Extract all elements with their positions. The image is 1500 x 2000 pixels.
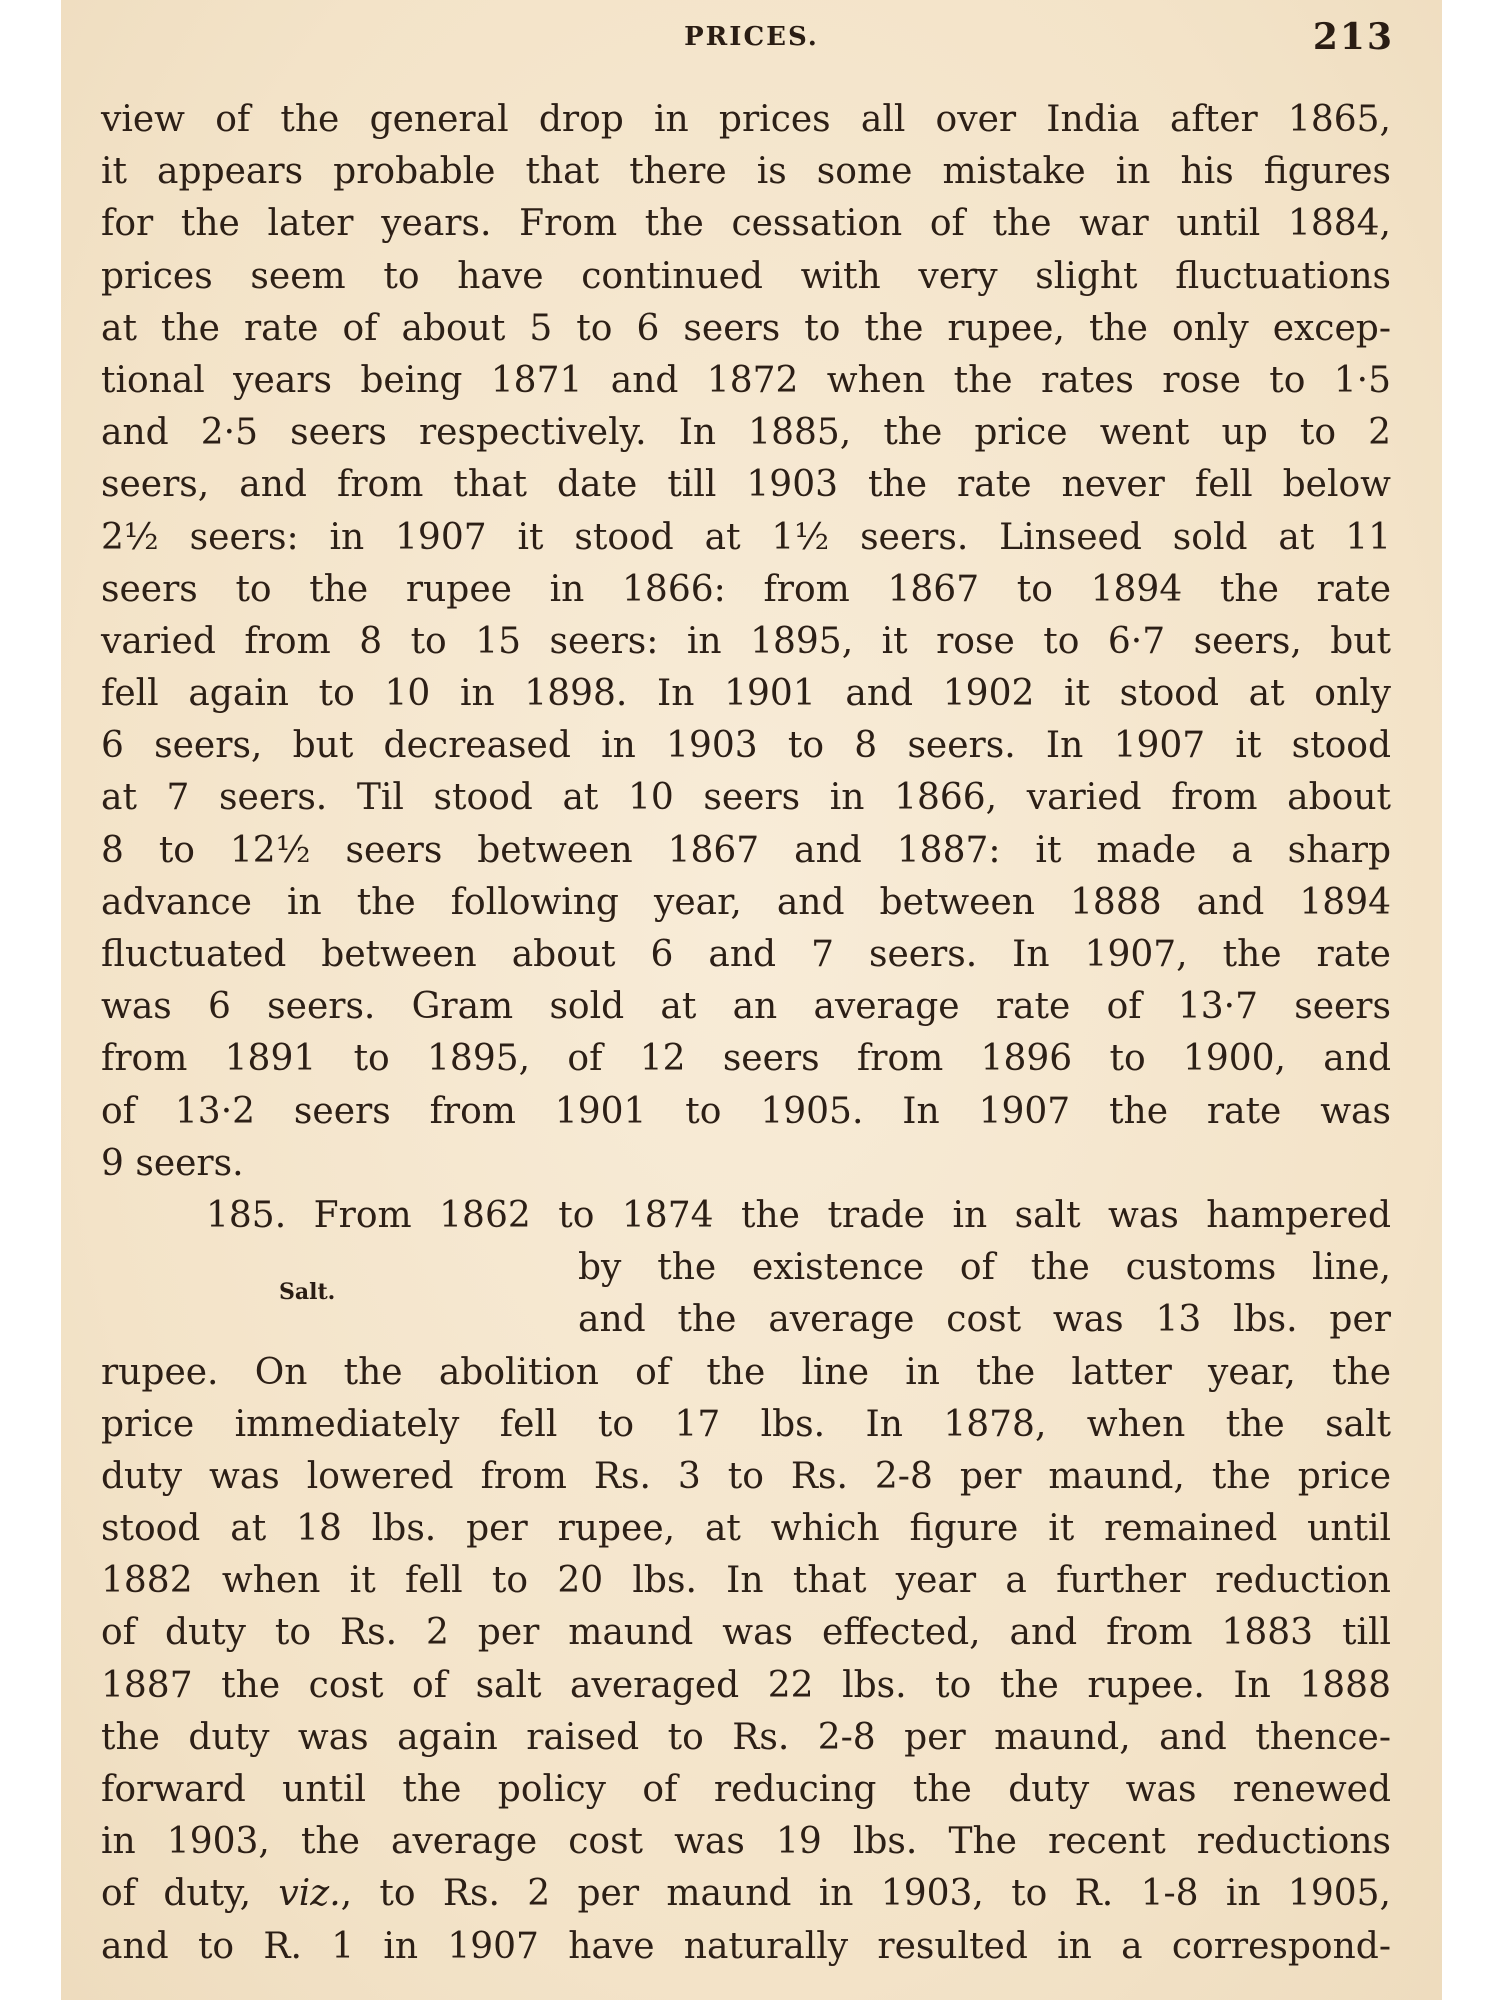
running-header: PRICES. — [684, 22, 819, 52]
text-line-narrow: by the existence of the customs line, — [578, 1247, 1391, 1289]
text-line: 9 seers. — [101, 1142, 244, 1184]
italic-line-after: , to Rs. 2 per maund in 1903, to R. 1-8 in 1905, — [340, 1873, 1391, 1915]
marginal-row — [101, 1279, 1391, 1346]
text-line: at 7 seers. Til stood at 10 seers in 1866, varied from about — [101, 777, 1391, 819]
text-line: rupee. On the abolition of the line in the latter year, the — [101, 1351, 1391, 1393]
text-line-with-italic — [101, 1868, 1391, 1920]
text-line: view of the general drop in prices all over India after 1865, — [101, 99, 1391, 140]
page-number: 213 — [1312, 16, 1394, 58]
text-line: prices seem to have continued with very slight fluctuations — [101, 255, 1391, 297]
text-line: in 1903, the average cost was 19 lbs. The recent reductions — [101, 1821, 1391, 1863]
text-line: for the later years. From the cessation of the war until 1884, — [101, 203, 1391, 245]
text-line: the duty was again raised to Rs. 2-8 per maund, and thence- — [101, 1716, 1391, 1758]
book-page — [61, 0, 1442, 2000]
marginal-note-salt: Salt. — [279, 1279, 336, 1306]
text-line: of 13·2 seers from 1901 to 1905. In 1907 the rate was — [101, 1090, 1391, 1132]
text-line: price immediately fell to 17 lbs. In 1878, when the salt — [101, 1403, 1391, 1445]
text-line: of duty to Rs. 2 per maund was effected, and from 1883 till — [101, 1612, 1391, 1654]
text-line: duty was lowered from Rs. 3 to Rs. 2-8 per maund, the price — [101, 1455, 1391, 1497]
text-line: stood at 18 lbs. per rupee, at which figure it remained until — [101, 1508, 1391, 1550]
text-line: and 2·5 seers respectively. In 1885, the price went up to 2 — [101, 412, 1391, 454]
italic-line-before: of duty, — [101, 1873, 279, 1915]
italic-viz: viz. — [278, 1873, 341, 1915]
text-line: 2½ seers: in 1907 it stood at 1½ seers. Linseed sold at 11 — [101, 516, 1391, 558]
text-line: advance in the following year, and between 1888 and 1894 — [101, 881, 1391, 923]
text-line: seers to the rupee in 1866: from 1867 to 1894 the rate — [101, 568, 1391, 610]
text-line: fell again to 10 in 1898. In 1901 and 1902 it stood at only — [101, 673, 1391, 715]
text-line: varied from 8 to 15 seers: in 1895, it rose to 6·7 seers, but — [101, 620, 1391, 662]
text-line-narrow: and the average cost was 13 lbs. per — [578, 1299, 1391, 1341]
text-line: tional years being 1871 and 1872 when the rates rose to 1·5 — [101, 359, 1391, 401]
text-line: at the rate of about 5 to 6 seers to the rupee, the only excep- — [101, 307, 1391, 349]
body-text — [101, 94, 1391, 1973]
text-line: 6 seers, but decreased in 1903 to 8 seers. In 1907 it stood — [101, 725, 1391, 767]
text-line: 1882 when it fell to 20 lbs. In that year a further reduction — [101, 1560, 1391, 1602]
text-line: 1887 the cost of salt averaged 22 lbs. to the rupee. In 1888 — [101, 1664, 1391, 1706]
text-line: forward until the policy of reducing the duty was renewed — [101, 1769, 1391, 1810]
text-line: was 6 seers. Gram sold at an average rate of 13·7 seers — [101, 986, 1391, 1028]
text-line: seers, and from that date till 1903 the rate never fell below — [101, 464, 1391, 506]
text-line: from 1891 to 1895, of 12 seers from 1896 to 1900, and — [101, 1038, 1391, 1080]
text-line: 8 to 12½ seers between 1867 and 1887: it made a sharp — [101, 829, 1391, 871]
text-line: and to R. 1 in 1907 have naturally resulted in a correspond- — [101, 1925, 1391, 1967]
text-line: it appears probable that there is some mistake in his figures — [101, 151, 1391, 193]
text-line: fluctuated between about 6 and 7 seers. In 1907, the rate — [101, 934, 1391, 975]
paragraph-185-first-line: 185. From 1862 to 1874 the trade in salt was hampered — [206, 1194, 1391, 1236]
